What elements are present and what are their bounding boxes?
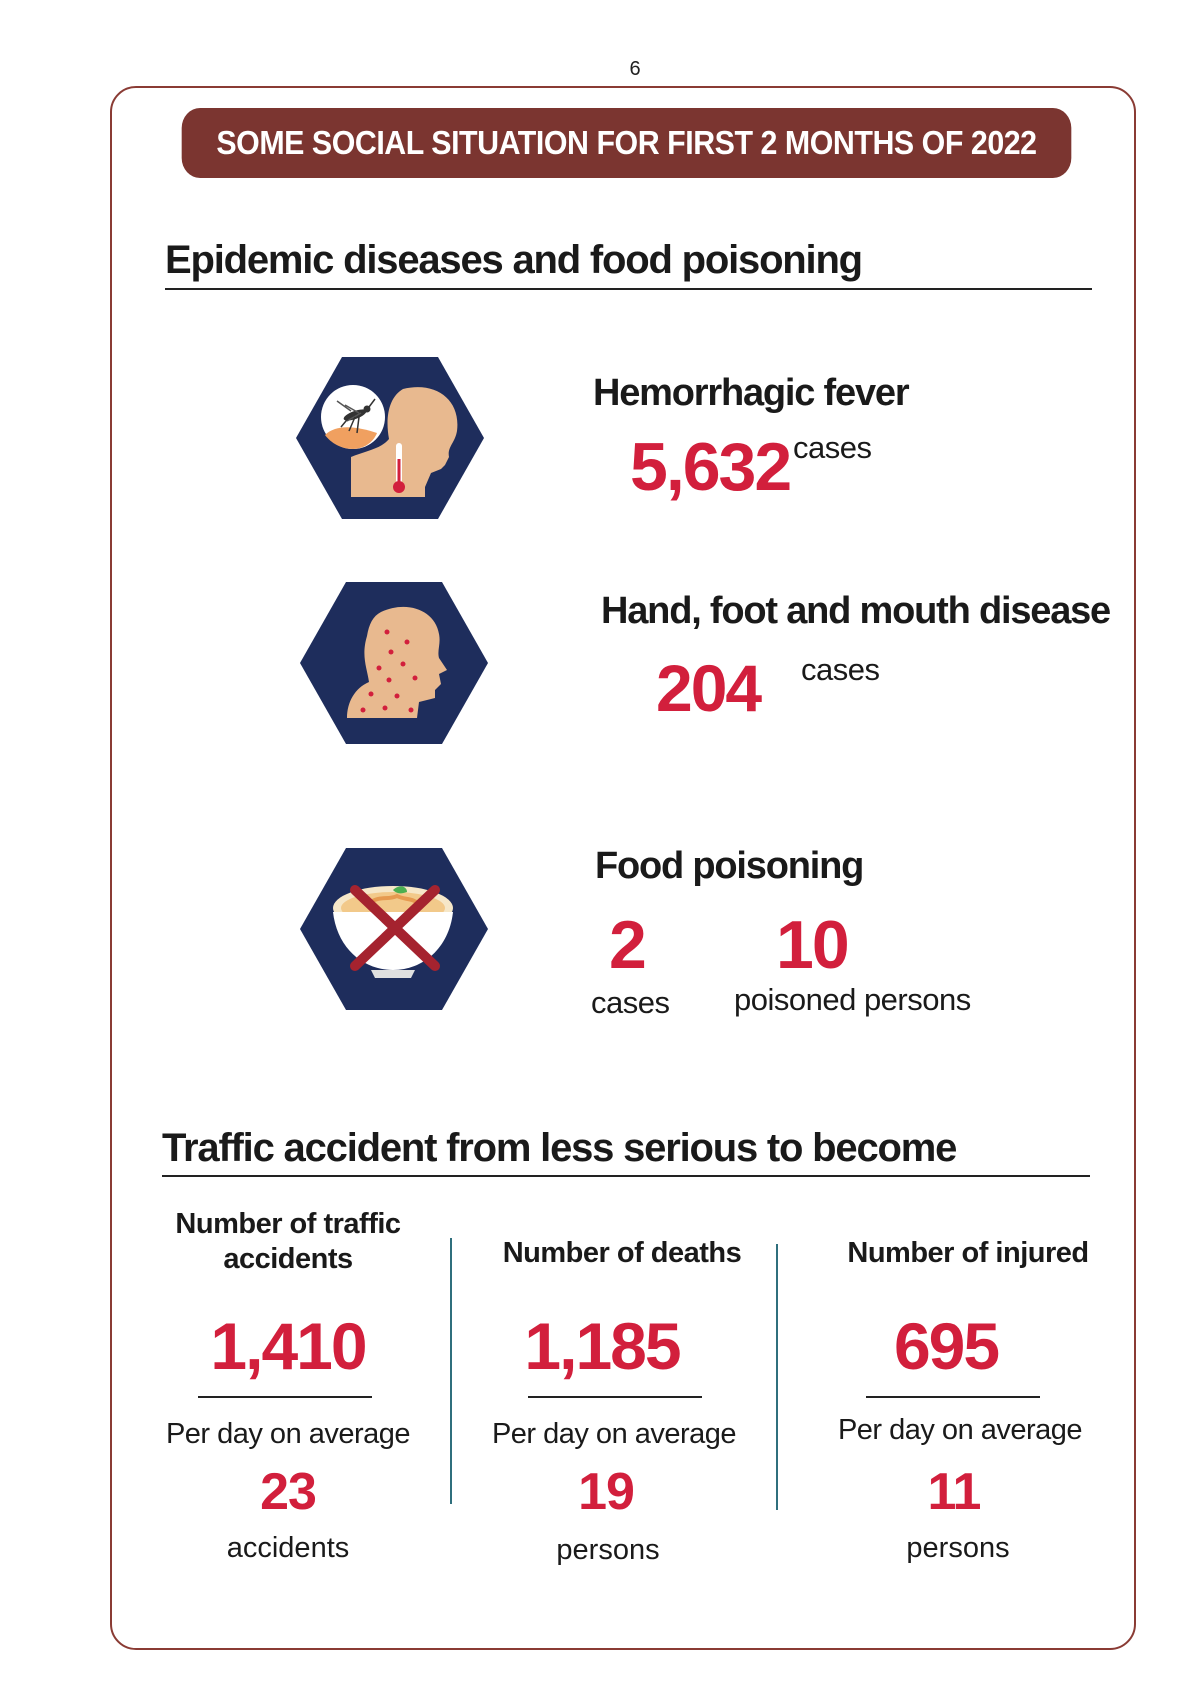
mosquito-fever-icon (285, 347, 495, 529)
epidemic-section-rule (165, 288, 1092, 290)
traffic-deaths-avg-unit: persons (556, 1534, 660, 1566)
spoiled-food-bowl-icon (289, 838, 499, 1020)
traffic-deaths-total: 1,185 (524, 1309, 680, 1383)
hemorrhagic-fever-value: 5,632 (630, 429, 791, 505)
hemorrhagic-fever-unit: cases (793, 430, 872, 465)
traffic-injured-avg-unit: persons (906, 1532, 1010, 1564)
column-divider-2 (776, 1244, 778, 1510)
food-poisoning-persons-unit: poisoned persons (734, 982, 971, 1017)
hemorrhagic-fever-title: Hemorrhagic fever (593, 372, 909, 414)
traffic-accidents-avg-value: 23 (260, 1463, 316, 1521)
traffic-injured-avg-value: 11 (927, 1463, 981, 1521)
traffic-deaths-rule (528, 1396, 702, 1398)
hfmd-value: 204 (656, 651, 761, 725)
rash-person-icon (289, 572, 499, 754)
food-poisoning-cases-unit: cases (591, 985, 670, 1020)
traffic-deaths-avg-value: 19 (578, 1463, 634, 1521)
traffic-deaths-avg-label: Per day on average (491, 1418, 737, 1450)
column-divider-1 (450, 1238, 452, 1504)
food-poisoning-cases-value: 2 (609, 907, 645, 983)
traffic-accidents-avg-label: Per day on average (165, 1418, 411, 1450)
hfmd-title: Hand, foot and mouth disease (601, 590, 1110, 632)
traffic-injured-total: 695 (893, 1309, 999, 1383)
traffic-accidents-heading: Number of traffic accidents (175, 1208, 401, 1275)
traffic-deaths-heading: Number of deaths (502, 1237, 742, 1269)
page-number: 6 (629, 58, 641, 80)
food-poisoning-title: Food poisoning (595, 845, 864, 887)
epidemic-section-title: Epidemic diseases and food poisoning (165, 238, 862, 282)
traffic-accidents-total: 1,410 (210, 1309, 366, 1383)
traffic-injured-rule (866, 1396, 1040, 1398)
traffic-section-title: Traffic accident from less serious to become (162, 1126, 957, 1170)
traffic-section-rule (162, 1175, 1090, 1177)
traffic-accidents-rule (198, 1396, 372, 1398)
traffic-injured-avg-label: Per day on average (837, 1414, 1083, 1446)
page-banner: SOME SOCIAL SITUATION FOR FIRST 2 MONTHS OF 2022 (182, 108, 1072, 178)
food-poisoning-persons-value: 10 (776, 907, 848, 983)
hfmd-unit: cases (801, 652, 880, 687)
traffic-injured-heading: Number of injured (847, 1237, 1089, 1269)
traffic-accidents-avg-unit: accidents (226, 1532, 350, 1564)
